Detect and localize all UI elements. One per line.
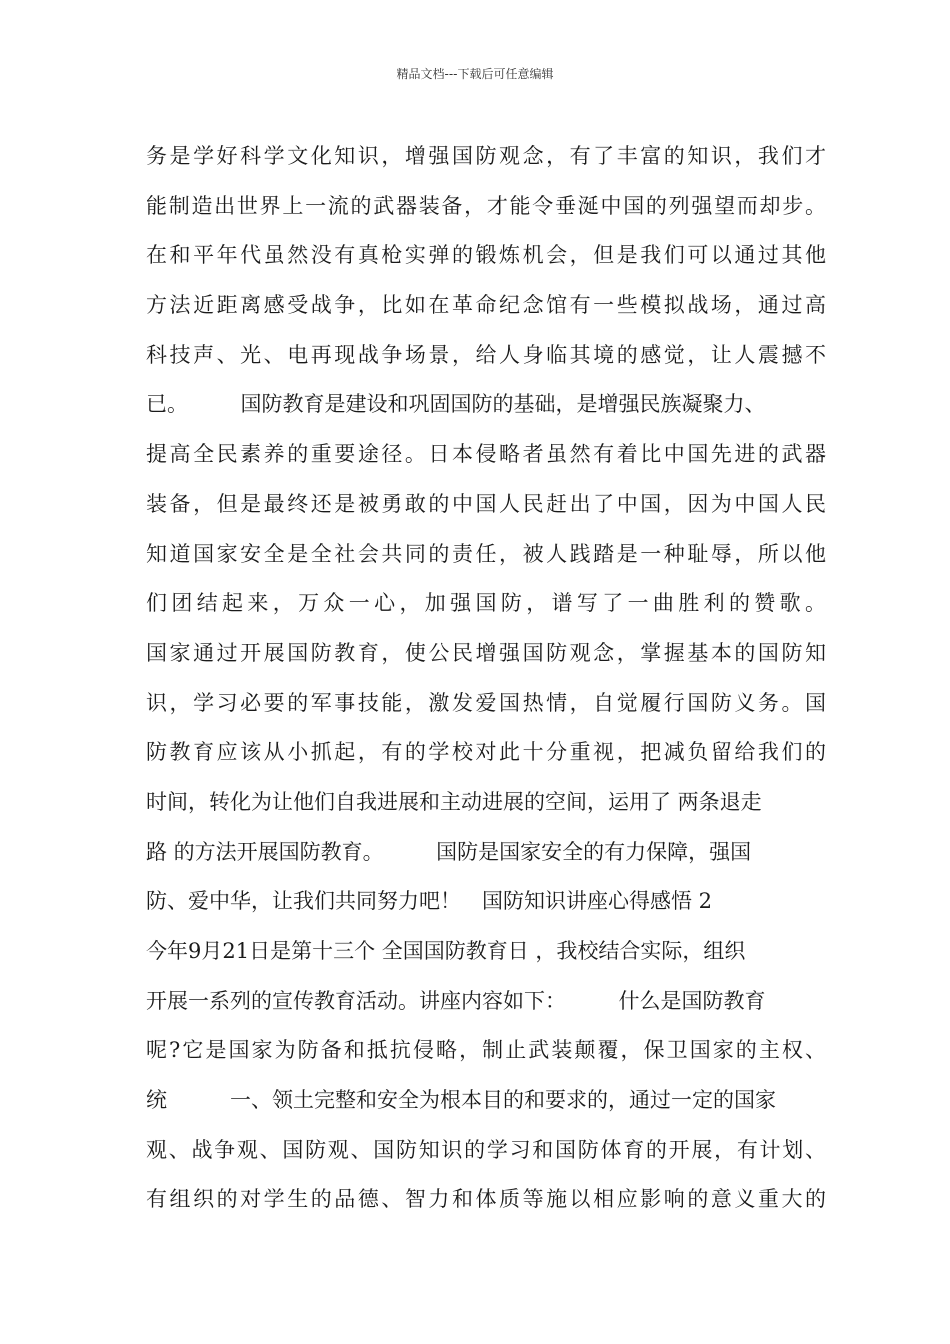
text-line: 有组织的对学生的品德、智力和体质等施以相应影响的意义重大的 xyxy=(146,1187,826,1212)
text-line: 能制造出世界上一流的武器装备，才能令垂涎中国的列强望而却步。 xyxy=(146,193,826,218)
text-line: 方法近距离感受战争，比如在革命纪念馆有一些模拟战场，通过高 xyxy=(146,293,826,318)
text-line: 已。 国防教育是建设和巩固国防的基础，是增强民族凝聚力、 xyxy=(146,392,766,417)
text-line: 统 一、领土完整和安全为根本目的和要求的，通过一定的国家 xyxy=(146,1088,776,1113)
text-line: 装备，但是最终还是被勇敢的中国人民赶出了中国，因为中国人民 xyxy=(146,491,826,516)
text-line: 在和平年代虽然没有真枪实弹的锻炼机会，但是我们可以通过其他 xyxy=(146,243,826,268)
text-line: 防教育应该从小抓起，有的学校对此十分重视，把减负留给我们的 xyxy=(146,740,826,765)
text-line: 防、爱中华，让我们共同努力吧！ 国防知识讲座心得感悟 2 xyxy=(146,889,713,914)
text-line: 识，学习必要的军事技能，激发爱国热情，自觉履行国防义务。国 xyxy=(146,690,826,715)
text-line: 务是学好科学文化知识，增强国防观念，有了丰富的知识，我们才 xyxy=(146,144,826,168)
text-line: 呢?它是国家为防备和抵抗侵略，制止武装颠覆，保卫国家的主权、 xyxy=(146,1038,826,1063)
text-line: 提高全民素养的重要途径。日本侵略者虽然有着比中国先进的武器 xyxy=(146,442,826,467)
text-line: 开展一系列的宣传教育活动。讲座内容如下： 什么是国防教育 xyxy=(146,988,766,1013)
text-line: 时间，转化为让他们自我进展和主动进展的空间，运用了 两条退走 xyxy=(146,789,762,814)
text-line: 们团结起来，万众一心，加强国防，谱写了一曲胜利的赞歌。 xyxy=(146,591,826,616)
page-header: 精品文档---下载后可任意编辑 xyxy=(396,67,554,81)
text-line: 科技声、光、电再现战争场景，给人身临其境的感觉，让人震撼不 xyxy=(146,342,826,367)
text-line: 路 的方法开展国防教育。 国防是国家安全的有力保障，强国 xyxy=(146,839,752,864)
text-line: 国家通过开展国防教育，使公民增强国防观念，掌握基本的国防知 xyxy=(146,640,826,665)
text-line: 今年9月21日是第十三个 全国国防教育日 ，我校结合实际，组织 xyxy=(146,939,746,963)
document-body xyxy=(146,132,826,1225)
text-line: 观、战争观、国防观、国防知识的学习和国防体育的开展，有计划、 xyxy=(146,1137,826,1162)
text-line: 知道国家安全是全社会共同的责任，被人践踏是一种耻辱，所以他 xyxy=(146,541,826,566)
